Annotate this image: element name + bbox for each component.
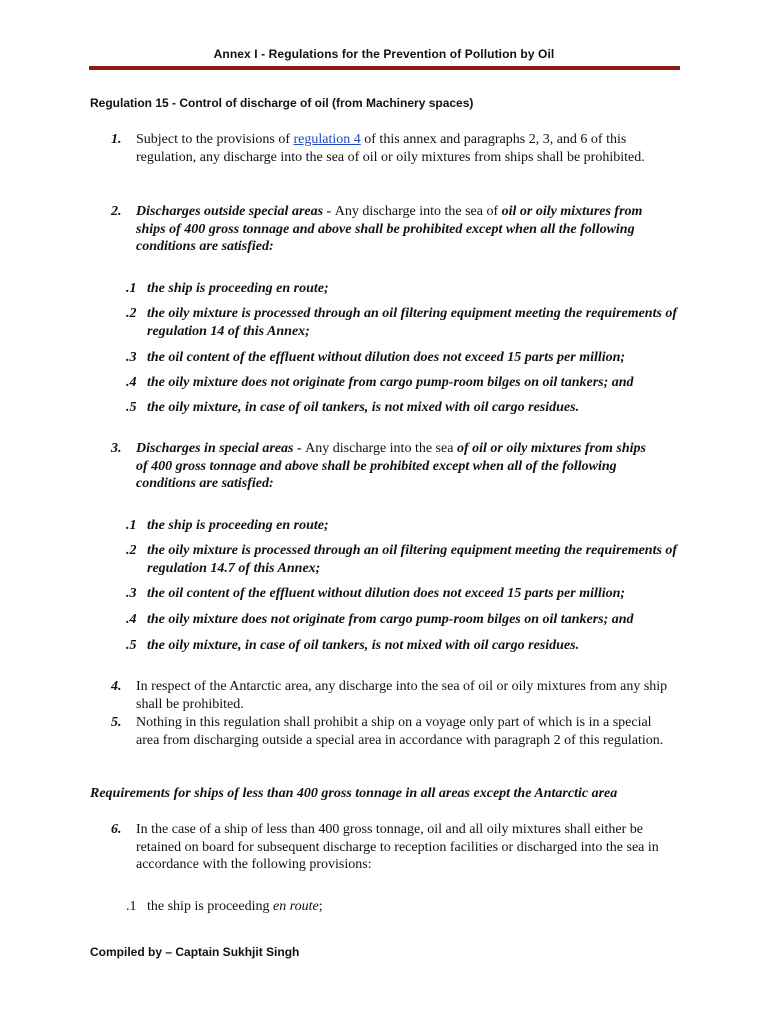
condition-text-italic: en route — [272, 899, 319, 914]
condition-text: the oil content of the effluent without dilution does not exceed 15 parts per million; — [147, 586, 626, 601]
condition-number: .4 — [126, 612, 137, 627]
condition-number: .2 — [126, 306, 137, 321]
condition-text: the ship is proceeding en route; — [147, 518, 329, 533]
paragraph-6 — [111, 821, 701, 874]
paragraph-text: In the case of a ship of less than 400 gross tonnage, oil and all oily mixtures shall either be retained on board for subsequent discharge to reception facilities or discharged into the sea in accordance with the following provisions: — [136, 822, 659, 872]
condition-number: .1 — [126, 281, 137, 296]
paragraph-number: 1. — [111, 132, 122, 147]
paragraph-text: In respect of the Antarctic area, any discharge into the sea of oil or oily mixtures from any ship shall be prohibited. — [136, 679, 668, 712]
regulation-title: Regulation 15 - Control of discharge of oil (from Machinery spaces) — [90, 96, 474, 110]
condition-item — [126, 611, 716, 629]
paragraph-text: of oil or oily mixtures from ships of 400 gross tonnage and above shall be prohibited except when all of the following conditions are satisfied: — [136, 441, 646, 491]
paragraph-5 — [111, 714, 701, 749]
condition-number: .3 — [126, 586, 137, 601]
paragraph-number: 4. — [111, 679, 122, 694]
paragraph-text: Subject to the provisions of — [136, 132, 294, 147]
condition-number: .1 — [126, 518, 137, 533]
condition-item — [126, 585, 716, 603]
paragraph-text: oil or oily mixtures from ships of 400 gross tonnage and above shall be prohibited except when all the following conditions are satisfied: — [136, 204, 643, 254]
condition-number: .4 — [126, 375, 137, 390]
condition-text: the oily mixture is processed through an oil filtering equipment meeting the requirements of regulation 14 of this Annex; — [147, 306, 678, 339]
footer-credit: Compiled by – Captain Sukhjit Singh — [90, 945, 300, 959]
condition-number: .1 — [126, 899, 137, 914]
header-rule — [89, 66, 680, 70]
condition-item — [126, 542, 716, 577]
condition-number: .5 — [126, 400, 137, 415]
condition-text: the oily mixture is processed through an oil filtering equipment meeting the requirements of regulation 14.7 of this Annex; — [147, 543, 678, 576]
paragraph-text: of this annex and paragraphs 2, 3, and 6 of this regulation, any discharge into the sea of oil or oily mixtures from ships shall be prohibited. — [136, 132, 645, 165]
paragraph-2 — [111, 203, 701, 256]
paragraph-4 — [111, 678, 701, 713]
condition-text: the oil content of the effluent without dilution does not exceed 15 parts per million; — [147, 350, 626, 365]
condition-item — [126, 898, 716, 916]
condition-item — [126, 517, 716, 535]
condition-item — [126, 349, 716, 367]
condition-text: the oily mixture does not originate from cargo pump-room bilges on oil tankers; and — [147, 375, 634, 390]
condition-text: the ship is proceeding — [147, 899, 273, 914]
condition-text: the oily mixture, in case of oil tankers, is not mixed with oil cargo residues. — [147, 638, 580, 653]
paragraph-heading: Discharges in special areas - — [136, 441, 306, 456]
page-header: Annex I - Regulations for the Prevention of Pollution by Oil — [213, 47, 555, 61]
condition-text: the oily mixture, in case of oil tankers, is not mixed with oil cargo residues. — [147, 400, 580, 415]
paragraph-text: Any discharge into the sea — [305, 441, 457, 456]
condition-text: the ship is proceeding en route; — [147, 281, 329, 296]
condition-text: ; — [318, 899, 323, 914]
paragraph-3 — [111, 440, 701, 493]
condition-item — [126, 374, 716, 392]
condition-item — [126, 280, 716, 298]
condition-number: .5 — [126, 638, 137, 653]
condition-item — [126, 637, 716, 655]
condition-number: .3 — [126, 350, 137, 365]
paragraph-number: 5. — [111, 715, 122, 730]
condition-text: the oily mixture does not originate from cargo pump-room bilges on oil tankers; and — [147, 612, 634, 627]
condition-item — [126, 305, 716, 340]
condition-number: .2 — [126, 543, 137, 558]
condition-item — [126, 399, 716, 417]
paragraph-number: 2. — [111, 204, 122, 219]
paragraph-text: Nothing in this regulation shall prohibit a ship on a voyage only part of which is in a special area from discharging outside a special area in accordance with paragraph 2 of this regulation. — [136, 715, 664, 748]
paragraph-number: 6. — [111, 822, 122, 837]
requirements-heading: Requirements for ships of less than 400 gross tonnage in all areas except the Antarctic area — [90, 786, 618, 801]
paragraph-number: 3. — [111, 441, 122, 456]
paragraph-heading: Discharges outside special areas - — [136, 204, 335, 219]
regulation-4-link[interactable]: regulation 4 — [293, 132, 361, 147]
paragraph-text: Any discharge into the sea of — [334, 204, 502, 219]
paragraph-1 — [111, 131, 701, 166]
